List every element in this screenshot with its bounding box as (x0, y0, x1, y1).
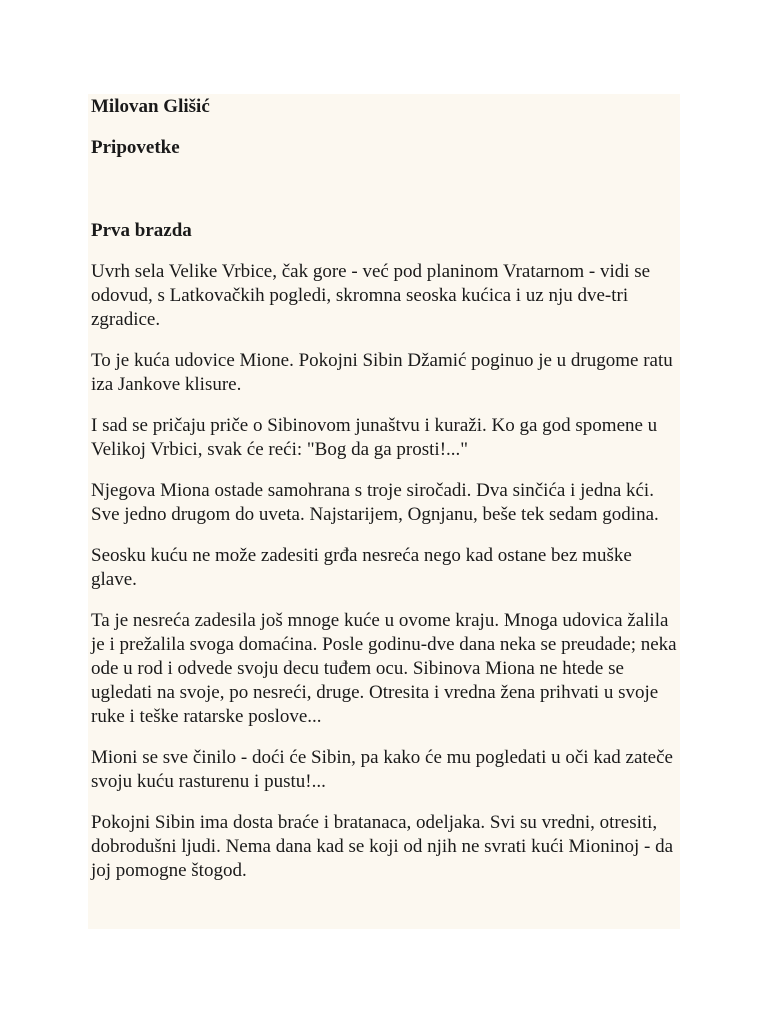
paragraph-8: Pokojni Sibin ima dosta braće i bratanaca, odeljaka. Svi su vredni, otresiti, dobrodušni ljudi. Nema dana kad se koji od njih ne svrati kući Mioninoj - da joj pomogne štogod. (91, 812, 674, 881)
paragraph-5: Seosku kuću ne može zadesiti grđa nesreća nego kad ostane bez muške glave. (91, 545, 632, 590)
story-body (91, 260, 679, 900)
paragraph-6: Ta je nesreća zadesila još mnoge kuće u ovome kraju. Mnoga udovica žalila je i prežalila svoga domaćina. Posle godinu-dve dana neka se preudade; neka ode u rod i odvede svoju decu tuđem ocu. Sibinova Miona ne htede se ugledati na svoje, po nesreći, druge. Otresita i vredna žena prihvati u svoje ruke i teške ratarske poslove... (91, 610, 677, 727)
paragraph-1: Uvrh sela Velike Vrbice, čak gore - već pod planinom Vratarnom - vidi se odovud, s Latkovačkih pogledi, skromna seoska kućica i uz nju dve-tri zgradice. (91, 261, 651, 330)
document-page (88, 94, 680, 929)
paragraph-3: I sad se pričaju priče o Sibinovom junaštvu i kuraži. Ko ga god spomene u Velikoj Vrbici, svak će reći: "Bog da ga prosti!..." (91, 415, 658, 460)
paragraph-2: To je kuća udovice Mione. Pokojni Sibin Džamić poginuo je u drugome ratu iza Jankove klisure. (91, 350, 673, 395)
paragraph-4: Njegova Miona ostade samohrana s troje siročadi. Dva sinčića i jedna kći. Sve jedno drugom do uveta. Najstarijem, Ognjanu, beše tek sedam godina. (91, 480, 659, 525)
story-title: Prva brazda (91, 220, 192, 241)
author-name: Milovan Glišić (91, 96, 210, 117)
paragraph-7: Mioni se sve činilo - doći će Sibin, pa kako će mu pogledati u oči kad zateče svoju kuću rasturenu i pustu!... (91, 747, 673, 792)
collection-title: Pripovetke (91, 137, 180, 158)
